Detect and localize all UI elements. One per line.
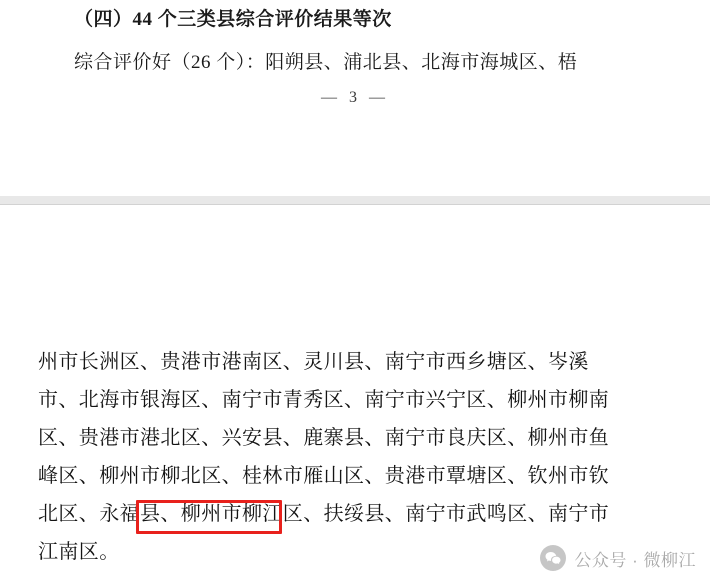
watermark-label: 公众号 · 微柳江 [574, 550, 696, 570]
wechat-icon [540, 545, 566, 571]
section-heading: （四）44 个三类县综合评价结果等次 [74, 9, 392, 30]
watermark [540, 545, 696, 571]
body-line-highlighted: 北区、永福县、柳州市柳江区、扶绥县、南宁市武鸣区、南宁市 [38, 503, 610, 525]
bottom-page-fragment [0, 205, 710, 583]
body-line: 江南区。 [38, 541, 120, 563]
body-line: 峰区、柳州市柳北区、桂林市雁山区、贵港市覃塘区、钦州市钦 [38, 465, 610, 487]
page-number: — 3 — [321, 89, 389, 106]
red-highlight-box [136, 500, 282, 534]
body-line: 州市长洲区、贵港市港南区、灵川县、南宁市西乡塘区、岑溪 [38, 351, 589, 373]
top-paragraph: 综合评价好（26 个）：阳朔县、浦北县、北海市海城区、梧 [74, 52, 578, 73]
body-line: 区、贵港市港北区、兴安县、鹿寨县、南宁市良庆区、柳州市鱼 [38, 427, 610, 449]
top-page-fragment [0, 0, 710, 196]
body-line: 市、北海市银海区、南宁市青秀区、南宁市兴宁区、柳州市柳南 [38, 389, 610, 411]
body-text-block [38, 343, 678, 571]
